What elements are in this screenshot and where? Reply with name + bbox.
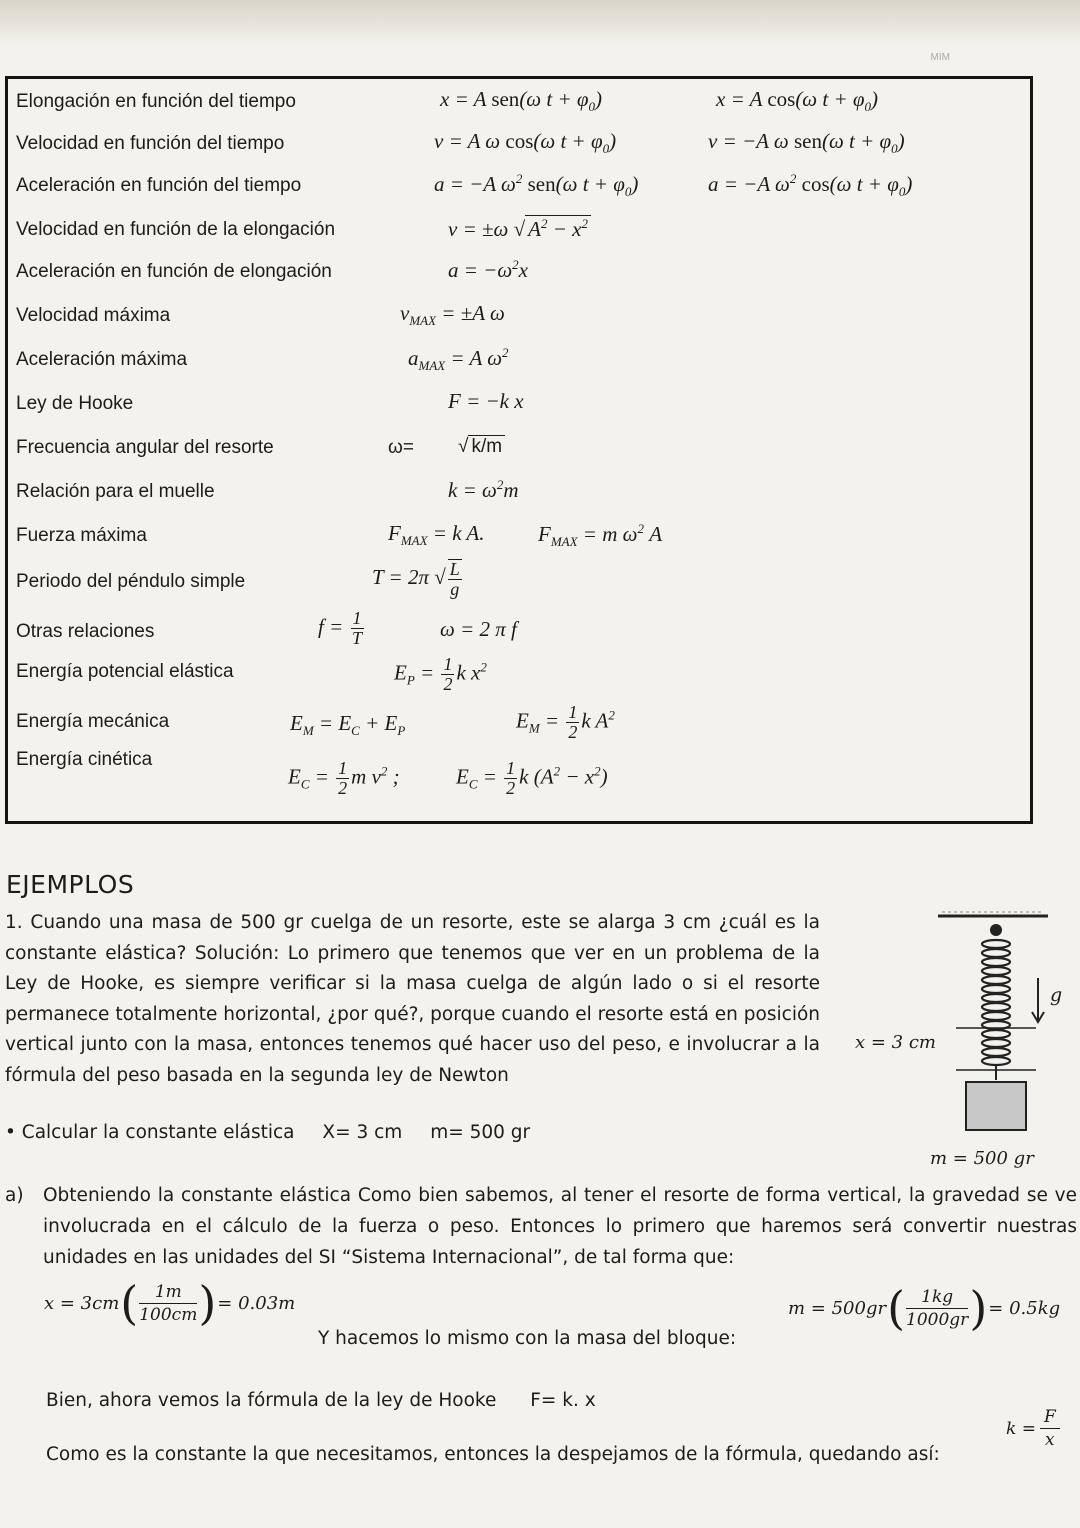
formula-expression-alt: $F_{MAX} = m$ $\omega^2$ A	[538, 521, 663, 550]
formula-label: Ley de Hooke	[16, 393, 134, 414]
formula-label: Periodo del péndulo simple	[16, 571, 246, 592]
formula-row-acceleration-time	[8, 167, 1030, 207]
formula-expression: $E_P$ = $\frac{1}{2}$ k $x^2$	[394, 654, 487, 694]
solve-text: Como es la constante la que necesitamos, entonces la despejamos de la fórmula, quedando así:	[46, 1444, 940, 1465]
k-formula-num: F	[1040, 1406, 1060, 1429]
conversion-length-rhs: = 0.03m	[217, 1292, 296, 1314]
conversion-length: x = 3cm ( $\frac{1m}{100cm}$ ) = 0.03m	[44, 1276, 296, 1330]
formula-label: Aceleración en función de elongación	[16, 261, 332, 282]
sqrt-content: k/m	[468, 435, 505, 458]
formula-expression-alt: ω = 2 π f	[440, 617, 517, 641]
formula-row-max-force	[8, 517, 1030, 557]
formula-row-pendulum-period	[8, 559, 1030, 611]
formula-label: Energía cinética	[16, 749, 153, 770]
corner-note: MIM	[930, 52, 950, 63]
scan-top-edge	[0, 0, 1080, 46]
hooke-law-line	[46, 1390, 596, 1411]
formula-row-velocity-elongation	[8, 211, 1030, 251]
formula-row-spring-relation	[8, 473, 1030, 513]
formula-table	[5, 76, 1033, 824]
formula-label: Frecuencia angular del resorte	[16, 437, 274, 458]
formula-label: Velocidad en función del tiempo	[16, 133, 285, 154]
formula-expression: $a_{MAX} = A$ $\omega^2$	[408, 345, 509, 374]
formula-row-elongation	[8, 83, 1030, 123]
k-formula	[1006, 1406, 1060, 1451]
formula-expression: f = $\frac{1}{T}$	[318, 608, 363, 648]
figure-m-label: m = 500 gr	[930, 1148, 1034, 1169]
hooke-law-text: Bien, ahora vemos la fórmula de la ley de Hooke	[46, 1390, 497, 1411]
conversion-length-den: 100cm	[139, 1304, 198, 1325]
omega-prefix: ω=	[388, 437, 414, 458]
formula-expression: $a = -\omega^2x$	[448, 257, 528, 282]
formula-expression: a = −A $\omega^2$ sen(ω $t + \varphi_0$)	[434, 171, 639, 200]
formula-expression-alt: v = −A ω sen(ω $t + \varphi_0$)	[708, 129, 905, 157]
formula-expression: F = −k x	[448, 389, 524, 413]
conversion-mass-rhs: = 0.5kg	[988, 1297, 1061, 1319]
formula-label: Fuerza máxima	[16, 525, 147, 546]
formula-row-other-relations	[8, 609, 1030, 659]
formula-expression: √ k/m	[458, 435, 505, 458]
formula-expression: $F_{MAX} = k$ A.	[388, 521, 485, 549]
formula-expression-alt: $E_C$ = $\frac{1}{2}$ k $(A^2 - x^2)$	[456, 758, 608, 798]
formula-expression: T = 2π √ $\frac{L}{g}$	[372, 559, 460, 599]
formula-expression: $k = \omega^2m$	[448, 477, 519, 502]
formula-label: Energía potencial elástica	[16, 661, 234, 682]
formula-expression: v = A ω cos(ω $t + \varphi_0$)	[434, 129, 617, 157]
formula-expression-alt: $E_M$ = $\frac{1}{2}$ k $A^2$	[516, 702, 615, 742]
formula-expression-alt: x = A cos(ω $t + \varphi_0$)	[716, 87, 879, 115]
example-1-paragraph: 1. Cuando una masa de 500 gr cuelga de un resorte, este se alarga 3 cm ¿cuál es la constante elástica? Solución: Lo primero que tenemos que ver en un problema de la Ley de Hooke, es siempre verificar si la masa cuelga de algún lado o si el resorte permanece totalmente horizontal, ¿por qué?, porque cuando el resorte está en posición vertical junto con la masa, entonces tenemos qué hacer uso del peso, e involucrar a la fórmula del peso basada en la segunda ley de Newton	[5, 912, 820, 1086]
bullet-text: • Calcular la constante elástica	[5, 1122, 295, 1143]
formula-row-max-acceleration	[8, 341, 1030, 381]
formula-row-elastic-potential	[8, 653, 1030, 707]
formula-row-max-velocity	[8, 297, 1030, 337]
formula-expression: v = ±ω √ $A^2 - x^2$	[448, 215, 591, 242]
step-a	[5, 1180, 1077, 1273]
conversion-mass-lhs: m = 500gr	[788, 1297, 887, 1319]
figure-g-label: g	[1050, 984, 1063, 1006]
formula-row-acceleration-elongation	[8, 253, 1030, 293]
conversion-mass-num: 1kg	[906, 1286, 968, 1309]
formula-label: Elongación en función del tiempo	[16, 91, 296, 112]
step-a-marker: a)	[5, 1185, 24, 1206]
bullet-x-value: X= 3 cm	[322, 1122, 403, 1143]
k-formula-den: x	[1045, 1430, 1055, 1450]
formula-label: Velocidad máxima	[16, 305, 171, 326]
step-a-text: Obteniendo la constante elástica Como bien sabemos, al tener el resorte de forma vertical, la gravedad se ve involucrada en el cálculo de la fuerza o peso. Entonces lo primero que haremos será convertir nuestras unidades en las unidades del SI “Sistema Internacional”, de tal forma que:	[43, 1185, 1077, 1268]
formula-row-hooke-law	[8, 385, 1030, 425]
mass-conversion-text: Y hacemos lo mismo con la masa del bloque:	[318, 1328, 737, 1349]
formula-expression: x = A sen(ω $t + \varphi_0$)	[440, 87, 603, 115]
formula-expression: $E_C$ = $\frac{1}{2}$ m $v^2$ ;	[288, 758, 400, 798]
examples-heading: EJEMPLOS	[6, 870, 135, 899]
conversion-mass-den: 1000gr	[906, 1309, 969, 1330]
formula-expression: $E_M = E_C + E_P$	[290, 711, 406, 739]
formula-label: Relación para el muelle	[16, 481, 215, 502]
formula-label: Velocidad en función de la elongación	[16, 219, 336, 240]
formula-label: Otras relaciones	[16, 621, 155, 642]
formula-label: Aceleración máxima	[16, 349, 188, 370]
formula-row-kinetic-energy	[8, 741, 1030, 811]
hooke-law-formula: F= k. x	[530, 1390, 596, 1411]
conversion-length-lhs: x = 3cm	[44, 1292, 120, 1314]
conversion-length-num: 1m	[139, 1281, 197, 1304]
figure-x-label: x = 3 cm	[855, 1032, 936, 1053]
conversion-mass: m = 500gr ( $\frac{1kg}{1000gr}$ ) = 0.5kg	[788, 1281, 1061, 1335]
formula-label: Aceleración en función del tiempo	[16, 175, 302, 196]
formula-expression-alt: a = −A $\omega^2$ cos(ω $t + \varphi_0$)	[708, 171, 913, 200]
bullet-m-value: m= 500 gr	[430, 1122, 531, 1143]
k-formula-lhs: k =	[1006, 1418, 1036, 1439]
formula-row-angular-frequency	[8, 429, 1030, 469]
formula-row-velocity-time	[8, 125, 1030, 165]
formula-expression: $v_{MAX} = \pm A$ ω	[400, 301, 505, 329]
bullet-calculate	[5, 1122, 552, 1143]
formula-label: Energía mecánica	[16, 711, 170, 732]
